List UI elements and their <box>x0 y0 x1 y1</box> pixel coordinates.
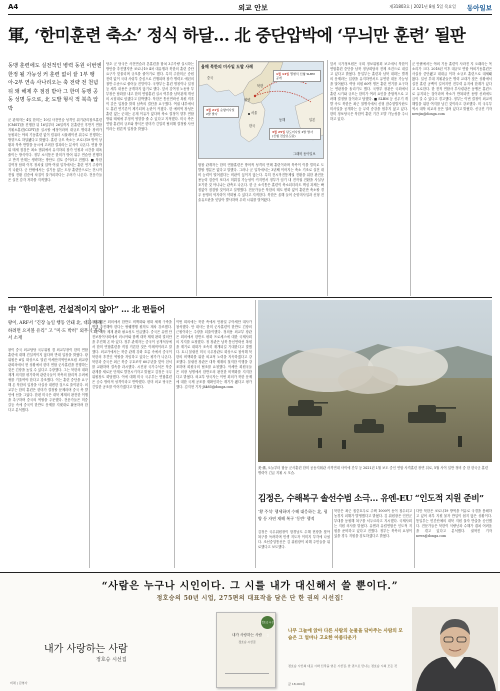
column-divider <box>332 509 333 568</box>
section-title: 외교 안보 <box>238 4 268 12</box>
map-label-east-sea: 동해 <box>279 118 286 122</box>
map-label-pyongyang: 평양 <box>244 98 251 102</box>
issue-date: 제31803호 | 2021년 8월 5일 목요일 <box>389 4 456 9</box>
map-label-north-korea: 북한 <box>257 84 264 88</box>
story3-body-1: 김정은 국무위원장이 함경남도 수해 현장을 찾아 복구를 독려하며 민생 지도자 이미지 부각에 나섰다. 조선중앙통신은 김 위원장이 피해 주민들을 위로했다고 보도했다. <box>258 530 330 549</box>
page-header <box>8 3 492 15</box>
ad-price: 값 18,000원 <box>288 682 306 686</box>
main-lede: 동맹 훈련에도 실전적인 병력 동원 이번엔 한정 될 가능성 커 훈련 없이 끝 1부 땡아-2부 연속 사나리오는 축 전략 전 천념 뒤 돼 해제 후 점검 받아 그 한미 동맹 공동 성명 등으로, 北 도발 형식 적 북측 압박 <box>8 63 102 112</box>
photo-caption: 美·佛, 오늘부터 합동 군사훈련 한미 공동지휘관 사격연대 사이에 간부 등 2021년 1월 보도 중인 연합 사격훈련 장면 뒤로, 5월 사이 일반 정비 중 한 한국군 훈련 병력이 긴급 지휘 시 모습. <box>258 466 489 475</box>
newspaper-logo: 동아일보 <box>466 4 492 12</box>
story3-body-2: 북한은 최근 집중호우로 주택 1000여 동이 침수되고 농경지 피해가 발생했다고 밝혔다. 김 위원장은 인민군 부대를 동원해 복구를 서두르라고 지시했다. 국제사회는 지원 의사를 밝혔다. 유엔과 유럽연합은 인도적 지원을 준비하고 있다고 전했다. 정부는 북측의 요청이 있을 경우 지원을 검토하겠다고 밝혔다. <box>334 509 412 538</box>
body-col-5: 군 안팎에서는 야외 기동 훈련이 사라진 지 오래라는 목소리가 크다. 2018년 이후 대규모 연합 야외기동훈련은 사실상 중단됐고 대대급 이하 소규모 훈련으로 대체돼 왔다. 일선 부대 지휘관들은 병력 교대가 잦은 상황에서 실전 훈련 공백이 길어지면 전투력 유지에 한계가 있다고 토로한다. 한 전직 연합사 부사령관은 동맹은 훈련으로 유지되는 것이라며 축소가 반복되면 동맹 신뢰에도 금이 갈 수 있다고 경고했다. 정부는 이번 결정이 외교적 해법을 위한 여지를 남긴 것이라고 강조했다. 미 국무부 역시 대북 외교의 문은 열려 있다고 밝혔다. 신규진 기자 newjin@donga.com <box>412 62 492 116</box>
story2-headline: 中 “한미훈련, 건설적이지 않아” … 北 편들어 <box>8 304 165 314</box>
column-divider <box>103 60 104 296</box>
map-label-japan: 일본 <box>309 118 316 122</box>
section-rule <box>8 297 492 298</box>
body-col-3: 합참 관계자는 한미 연합훈련은 방어적 성격의 연례 훈련이라며 북측이 이를 빌미로 도발할 명분은 없다고 말했다. 그러나 군 일각에서는 3년째 이어지는 축소 기조로 실전 대비 능력이 떨어졌다는 비판이 끊이지 않는다. 특히 전시작전통제권 전환을 위한 완전운용능력 검증이 또다시 미뤄질 가능성이 커지면서 정부가 임기 내 전작권 전환을 사실상 포기한 것 아니냐는 관측도 나온다. 한 군 소식통은 훈련이 축소되더라도 핵심 과제는 빠짐없이 점검할 것이라고 설명했다. 전문가들은 북한의 태도 변화 없이 훈련만 축소할 경우 동맹의 억지력이 약화될 수 있다고 지적한다. 북한은 올해 들어 순항미사일과 신형 전술유도탄을 잇달아 발사하며 무력 시위를 벌여왔다. <box>198 163 324 202</box>
book-cover-line <box>225 673 269 674</box>
body-col-1: 군 관계자는 4일 한미는 10일 사전연습 성격인 위기관리참모훈련(CMST)을 진행한 뒤 16일부터 26일까지 본훈련인 후반기 연합지휘소훈련(CCPT)을 실시할 예정이라며 대규모 병력과 장비가 동원되는 야외 기동훈련 없이 컴퓨터 시뮬레이션 위주로 진행하는 방향으로 하달됐다고 밝혔다. 훈련 규모 축소는 코로나19 방역 상황과 북측 반발을 동시에 고려한 결과라는 분석이 나온다. 연합 방위 태세 점검은 최소 범위에서 유지하되 참가 인원과 시간을 대폭 줄이는 방식이다. 정부 소식통은 한미가 방어 위주 연습만 진행하고 반격 단계는 생략하는 방안도 검토 중이라고 전했다. ■ 북한 김여정 담화 이후 정치권 압박 여권 일각에서는 훈련 연기 주장까지 나왔다. 군 안팎에서는 실기동 없는 도상 훈련만으로는 전시작전권 전환 검증에 차질이 불가피하다는 우려가 나온다. 전문가들은 실전 감각 저하를 지적했다. <box>8 118 102 182</box>
map-credit: 그래픽 동아일보 <box>293 152 316 156</box>
column-divider <box>89 318 90 568</box>
story2-body-3: 이번 회의에는 북한 측에서 안광일 주아세안 대사가 참석했다. 안 대사는 한미 군사훈련이 한반도 긴장의 근원이라는 주장을 되풀이했다. 정의용 외교부 장관은 회의에서 한반도 평화 프로세스에 대한 국제사회의 지지를 요청했다. 정 장관은 남북 통신연락선 복원을 계기로 대화가 조속히 재개되길 기대한다고 말했다. 토니 블링컨 미국 국무장관도 화상으로 참석해 북한의 비핵화를 위한 외교적 노력을 지속하겠다고 강조했다. 블링컨 장관은 대북 제재의 철저한 이행을 강조하며 회원국의 협조를 요청했다. 아세안 회원국들은 의장 성명에서 한반도의 완전한 비핵화를 지지한다고 밝혔다. 외교부 당국자는 이번 회의가 북한 문제에 대한 국제 공조를 재확인하는 계기가 됐다고 평가했다. 김지현 기자 jhk85@donga.com <box>176 320 252 389</box>
body-col-2: 당초 군 당국은 사전연습과 본훈련을 합쳐 3주가량 실시하는 방안을 추진했지만 코로나19 4차 대유행과 북한의 훈련 중단 요구가 맞물리며 규모를 줄이기로 했다. 특히 주한미군 증원 전력 없이 국내 사령부 중심으로 진행되며 참가 병력도 예년의 절반 수준으로 줄어들 전망이다. 국방부는 훈련 명칭이나 일정 등 세부 내용은 공개하지 않기로 했다. 앞서 김여정 노동당 부부장은 담화를 내고 한미 연합훈련 실시 여부를 남북관계 개선의 시험대로 삼겠다고 압박했다. 북한은 통신연락선 복원 직후 이 같은 입장을 밝혀 남측의 결단을 요구했다. 여권 내부에서도 훈련 연기론이 제기되며 논란이 커졌다. 한 예비역 장성은 훈련 없는 군대는 존재 이유가 없다며 축소 결정이 향후 연합 방위 태세에 부정적 영향을 줄 수 있다고 지적했다. 미국 측은 연합 훈련의 규모와 방식은 한미가 긴밀히 협의해 결정할 사안이라는 원론적 입장을 밝혔다. <box>106 62 194 131</box>
map-label-seoul: 서울 <box>251 111 258 115</box>
photo-svg <box>258 300 492 462</box>
book-cover <box>216 612 276 688</box>
ad-quote: “사람은 누구나 시인이다. 그 시를 내가 대신해서 쓸 뿐이다.” <box>101 581 399 592</box>
map-label-south-korea: 한국 <box>249 124 256 128</box>
story3-subhead: ‘황 주석’ 행세하며 수해 대응하는 北, 평양 등 자연 재해 복구 ‘동반’ 행적 <box>258 509 328 521</box>
ad-subtitle: 정호승의 50년 시업, 275편의 대표작을 담은 단 한 권의 시선집! <box>156 595 344 602</box>
author-portrait <box>412 607 498 691</box>
book-cover-author: 정호승 시선집 <box>238 640 256 644</box>
story2-body-1: 왕이 중국 외교담당 국무위원 겸 외교부장이 한미 연합훈련에 대해 건설적이지 않다며 반대 입장을 밝혔다. 왕 위원은 6일 화상으로 열린 아세안지역안보포럼 외교장관회의에서 현 상황에서 한미 연합 군사훈련을 진행하는 것은 긴장을 높일 수 있다고 주장했다. 그는 북한의 대화 재개 의지를 평가하며 관련국들이 북측의 합리적 우려에 귀를 기울여야 한다고 강조했다. 이는 훈련 중단을 요구해 온 북한의 입장을 사실상 대변한 것으로 풀이된다. 외교부는 한미 훈련은 한미가 결정할 문제라며 중국 측 발언에 선을 그었다. 한편 미국은 대북 제재의 완전한 이행을 촉구하며 중국의 역할을 주문했다. 전문가들은 미중 갈등 속에 중국이 한반도 문제를 지렛대로 활용하려 한다고 분석했다. <box>8 348 88 412</box>
map-callout-3: 3월 25일 탄도미사일 2발 발사 (신형 전술유도탄) <box>269 128 321 140</box>
missile-map-graphic <box>198 61 324 159</box>
military-drill-photo <box>258 300 492 462</box>
map-label-china: 중국 <box>207 76 214 80</box>
book-cover-title: 내가 사랑하는 사람 <box>231 633 263 637</box>
main-headline: 軍, ‘한미훈련 축소’ 정식 하달… 北 중단압박에 ‘무늬만 훈련’ 될판 <box>8 26 466 45</box>
column-divider <box>414 509 415 568</box>
story3-body-3: 다만 북한은 코로나19 방역을 이유로 국경을 봉쇄하고 있어 외부 지원 물자 반입이 쉽지 않은 상황이다. 통일부는 민간단체의 대북 지원 물자 반출을 승인했다. 전문가들은 북한이 식량난과 수해가 겹쳐 어려움을 겪고 있다고 분석했다. 권혁진 기자 news@donga.com <box>416 509 492 538</box>
column-divider <box>410 60 411 296</box>
ad-book-title: 내가 사랑하는 사람 <box>44 644 128 655</box>
column-divider <box>196 60 197 296</box>
portrait-svg <box>412 607 498 691</box>
map-callout-2: 3월 21일 순항미사일 2발 발사 <box>203 106 239 118</box>
ad-author: 정호승 시선집 <box>96 657 127 663</box>
ad-description: 정호승 시인의 대표 시와 신작을 엮은 시선집, 한 권으로 만나는 정호승 시의 모든 것 <box>288 664 397 668</box>
column-divider <box>327 60 328 296</box>
book-badge: 정호승 시선집 <box>261 616 274 629</box>
story2-body-2: 왕 위원은 회의에서 한반도 비핵화와 평화 체제 구축을 병행 추진해야 한다는 쌍궤병행 원칙도 재차 강조했다. 그는 대북 제재 완화 필요성도 언급했다. 중국은 유엔 안전보장이사회에서 러시아와 함께 대북 제재 완화 결의안을 추진해 온 바 있다. 정부 관계자는 중국이 공개석상에서 한미 연합훈련을 직접 거론한 것은 이례적이라고 말했다. 외교가에서는 북중 관계 강화 흐름 속에서 중국이 북한의 후견인 역할을 자임하고 있다는 평가가 나온다. 북한과 중국은 최근 북중 우호조약 60주년을 맞아 친서를 교환하며 결속을 과시했다. 시진핑 국가주석은 북중 관계를 새로운 단계로 발전시키자고 밝혔고 김정은 국무위원장도 화답했다. 이에 대해 미국 국무부는 연합훈련은 순수 방어적 성격이라고 반박했다. 한미 외교 당국은 긴밀한 공조를 이어가겠다고 밝혔다. <box>92 320 172 389</box>
ad-publisher: 비채 | 김영사 <box>10 681 28 685</box>
story3-headline: 김정은, 수해복구 솔선수범 소극… 유엔-EU “인도적 지원 준비” <box>258 494 484 504</box>
column-divider <box>255 300 256 568</box>
ad-blurb: 나무 그늘에 앉아 다른 사람의 눈물을 닦아주는 사람의 모습은 그 얼마나 고요한 아름다운가 <box>288 629 403 641</box>
map-title: 올해 북한의 미사일 도발 사례 <box>201 64 253 69</box>
map-callout-1: 1월 14일 열병식 신형 SLBM 공개 <box>273 70 321 82</box>
body-col-4: 앞서 국가정보원은 국회 정보위원회 보고에서 북한이 연합훈련 중단을 남북 정상회담의 전제 조건으로 내걸고 있다고 밝혔다. 통일부는 훈련과 남북 대화는 별개의 문제라는 입장을 유지하면서도 유연한 대응 가능성을 열어뒀다. 여당 의원 60여 명은 훈련 연기를 요구하는 연판장을 돌리기도 했다. 국방부 장관은 국회에서 훈련 시기와 규모는 한미가 여러 요인을 종합적으로 고려해 결정할 것이라고 답했다. ■ SLBM 등 신무기 개발 속도 북한은 최근 열병식에서 신형 잠수함발사탄도미사일을 공개하는 등 무력 증강을 멈추지 않고 있다. 한미 정보당국은 북한이 훈련 기간 도발 가능성을 주시하고 있다. <box>330 62 408 121</box>
column-divider <box>174 318 175 568</box>
page-number: A4 <box>8 3 19 11</box>
story2-subhead: 왕이, ARF서 “긴장 높일 행동 안돼 北, 대화 재개하려면 요저볼 유리” 고 “미·도 박히” 외무석 올려서 소재 <box>8 321 103 341</box>
